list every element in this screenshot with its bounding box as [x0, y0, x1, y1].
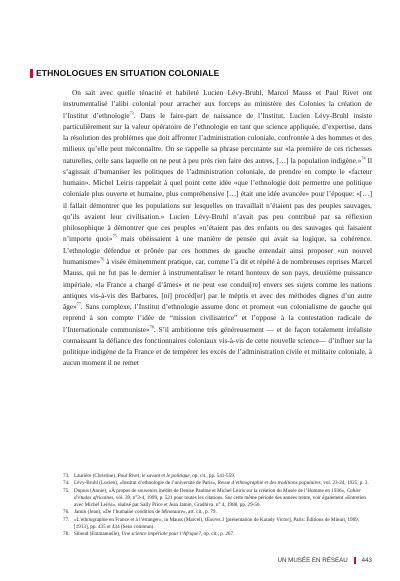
- footnote-ref-78[interactable]: 78: [149, 324, 154, 330]
- footnote-number: 73.: [63, 473, 70, 479]
- body-segment: . S’il ambitionne très généreusement — et de façon totalement irréaliste connaissant la défiance des fonctionnaires coloniaux vis-à-vis de cette nouvelle science— d’influer sur la politique indigène de la France et de tempérer les excès de l’administration civile et militaire coloniale, à aucun moment il ne remet: [63, 325, 372, 368]
- footnote-number: 77.: [63, 516, 70, 523]
- main-text: [63, 88, 372, 370]
- footnote-number: 78.: [63, 531, 70, 537]
- footnote-number: 75.: [63, 487, 70, 494]
- footnote: [63, 488, 372, 510]
- body-paragraph: [63, 88, 372, 370]
- footnote-text: [74, 488, 372, 510]
- footnote-text-part: , op. cit., p. 267.: [200, 531, 235, 537]
- footnote-ref-75[interactable]: 75: [112, 234, 117, 240]
- footnote: [63, 480, 372, 487]
- footnotes: [63, 473, 372, 538]
- footnote-ref-73[interactable]: 73: [129, 110, 134, 116]
- footnote-number: 74.: [63, 480, 70, 487]
- footnote-ref-74[interactable]: 74: [361, 155, 366, 161]
- footnote-title: Une science impériale pour l’Afrique?: [121, 531, 201, 537]
- footnote-title: Œuvres 3: [204, 516, 225, 523]
- footnote-text-part: , vol. 39, n°3-4, 1999, p. 521 pour toutes les citations. Sur cette même période des années trente, voir également «Entretien avec Michel Leiris», réalisé par Sally Price et Jean Jamin, Gradhiva, n° 4, 1988, pp. 29-56.: [74, 494, 367, 508]
- footnote-text-part: Lévy-Bruhl (Lucien), «Institut d’ethnologie de l’université de Paris»,: [74, 480, 218, 487]
- footnote-ref-76[interactable]: 76: [100, 256, 105, 262]
- footnote-text: [74, 517, 372, 532]
- body-segment: On sait avec quelle ténacité et habileté Lucien Lévy-Bruhl, Marcel Mauss et Paul Rivet ont instrumentalisé l’alibi colonial pour arracher aux forceps au ministère des Colonies la création de l’Institut d’ethnologie: [63, 89, 372, 120]
- footnote-text-part: », art. cit., p. 79.: [183, 509, 217, 516]
- running-footer-label: UN MUSÉE EN RÉSEAU: [277, 557, 348, 564]
- footnote-text-part: Dupuis (Annie), «À propos de souvenirs inédits de Denise Paulme et Michel Leiris sur la création du Musée de l’Homme en 1936»,: [74, 487, 347, 494]
- footnote-text: [74, 531, 372, 538]
- heading-accent-bar: [30, 69, 33, 78]
- footnote-text-part: Sibeud (Emmanuelle),: [74, 531, 122, 537]
- page-number: 443: [361, 557, 372, 564]
- footnote: [63, 517, 372, 532]
- section-heading: [30, 68, 370, 78]
- footnote-text: [74, 480, 372, 487]
- footnote: [63, 509, 372, 516]
- footnote-title: Cahier d’études africaines: [74, 487, 361, 501]
- footnote-text-part: Jamin (Jean), «De l’humaine condition de: [74, 509, 162, 516]
- footnote-text-part: Laurière (Christine),: [74, 473, 118, 479]
- running-footer: [278, 557, 372, 564]
- footnote-text-part: «L’ethnographie en France et à l’étranger», in Mauss (Marcel),: [74, 516, 205, 523]
- footnote-title: Revue d’ethnographie et des traditions populaires: [217, 480, 321, 487]
- footnote-text-part: [présentation de Karady Victor], Paris: Éditions de Minuit, 1969, [1913], pp. 435 et 434 (Sens commun).: [74, 516, 360, 530]
- footer-separator: [354, 557, 356, 564]
- body-segment: Il s’agissait d’humaniser les politiques de l’administration coloniale, de prendre en compte le «facteur humain». Michel Leiris rappelait à quel point cette idée «que l’ethnologie doit permettre une politique coloniale plus ouverte et humaine, plus compréhensive […] était une idée avancée» pour l’époque: «[…] il fallait démontrer que les populations sur lesquelles on travaillait n’étaient pas des peuples sauvages, qu’ils avaient leur civilisation.» Lucien Lévy-Bruhl n’avait pas peu contribué par sa réflexion philosophique à démontrer que ces peuples «n’étaient pas des enfants ou des sauvages qui faisaient n’importe quoi»: [63, 156, 372, 244]
- footnote-number: 76.: [63, 509, 70, 516]
- body-segment: mais obéissaient à une manière de pensée qui avait sa logique, sa cohérence. L’ethnologie défendue et prônée par ces hommes de gauche entendait ainsi proposer «un nouvel humanisme»: [63, 235, 372, 266]
- section-title: ETHNOLOGUES EN SITUATION COLONIALE: [36, 68, 220, 78]
- footnote: [63, 531, 372, 538]
- footnote-text-part: , op. cit., pp. 541-559.: [189, 473, 236, 479]
- footnote-text: [74, 509, 372, 516]
- body-segment: à visée éminemment pratique, car, comme l’a dit et répété à de nombreuses reprises Marcel Mauss, qui ne fut pas le dernier à instrumentaliser le retard honteux de son pays, deuxième puissance impériale, «la France a chargé d’âmes» et ne peut «se condui[re] envers ses sujets comme les nations antiques vis-à-vis des Barbares, [ni] procéd[er] par le mépris et avec des méthodes dignes d’un autre âge»: [63, 257, 372, 312]
- footnote-ref-77[interactable]: 77: [76, 301, 81, 307]
- footnote-text-part: , vol. 23-24, 1925, p. 3.: [320, 480, 369, 487]
- body-segment: . Sans complexe, l’Institut d’ethnologie assume donc et promeut «un colonialisme de gauche qui reprend à son compte l’idée de “mission civilisatrice” et l’oppose à la contestation radicale de l’Internationale communiste»: [63, 303, 372, 334]
- body-segment: . Dans le faire-part de naissance de l’Institut, Lucien Lévy-Bruhl insiste particulièrement sur la valeur opératoire de l’ethnologie en tant que science appliquée, d’expertise, dans la résolution des problèmes que doit affronter l’administration coloniale, confrontée à des hommes et des milieux qu’elle peut méconnaître. On se rappelle sa phrase percutante sur «la première de ces richesses naturelles, celle sans laquelle on ne peut à peu près rien faire des autres, […] la population indigène.»: [63, 111, 372, 165]
- footnote-title: Minotaure: [161, 509, 184, 516]
- footnote-title: Paul Rivet, le savant et le politique: [117, 473, 190, 479]
